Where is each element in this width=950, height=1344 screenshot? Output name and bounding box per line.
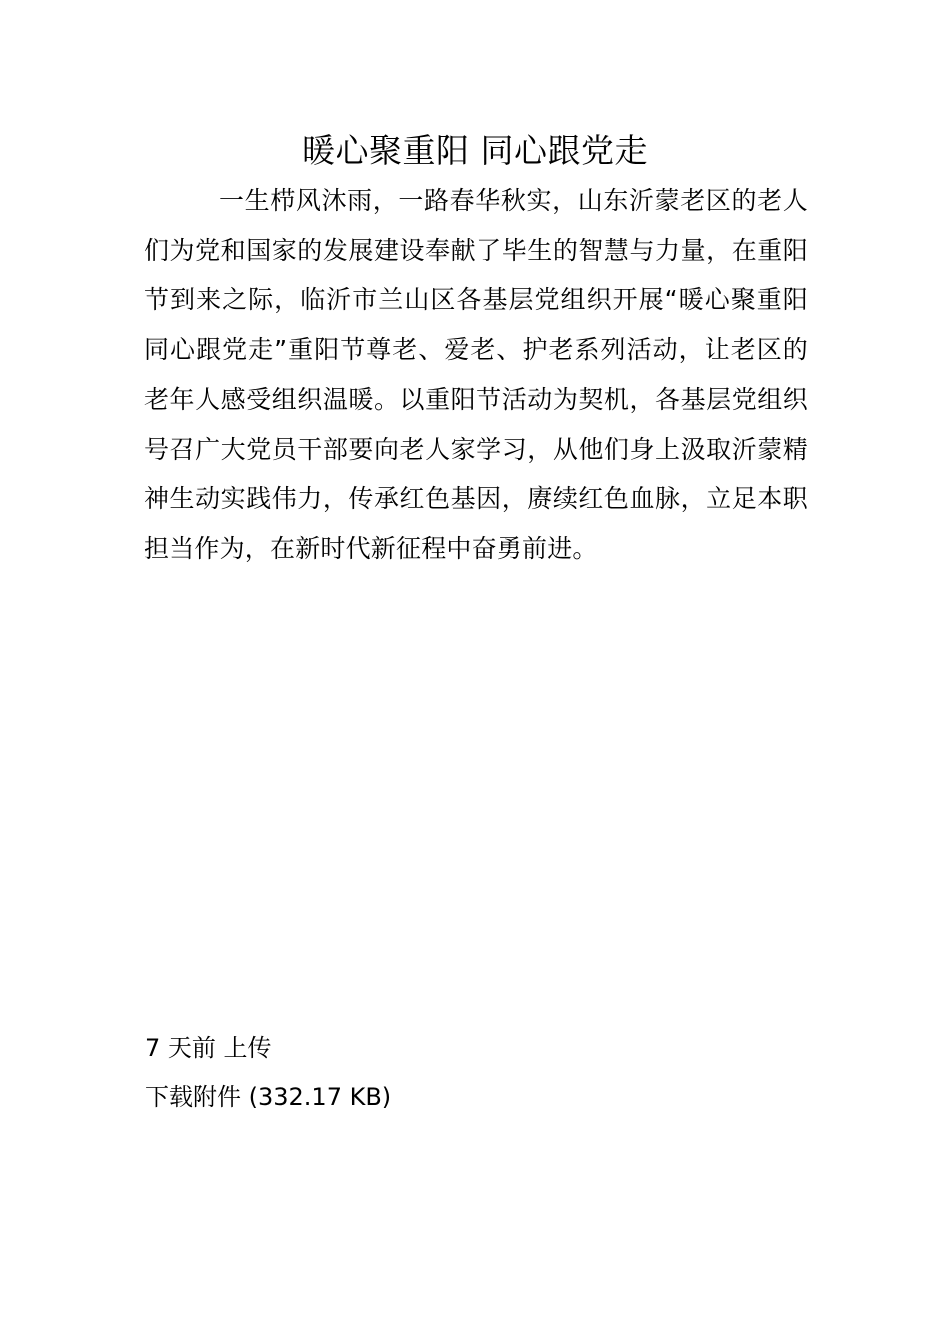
document-body-paragraph: 一生栉风沐雨，一路春华秋实，山东沂蒙老区的老人们为党和国家的发展建设奉献了毕生的智慧与力量，在重阳节到来之际，临沂市兰山区各基层党组织开展“暖心聚重阳 同心跟党走”重阳节尊老、爱老、护老系列活动，让老区的老年人感受组织温暖。以重阳节活动为契机，各基层党组织号召广大党员干部要向老人家学习，从他们身上汲取沂蒙精神生动实践伟力，传承红色基因，赓续红色血脉，立足本职担当作为，在新时代新征程中奋勇前进。	[144, 186, 808, 563]
attachment-meta	[145, 1024, 391, 1122]
document-title: 暖心聚重阳 同心跟党走	[302, 131, 648, 170]
download-attachment-link[interactable]: 下载附件 (332.17 KB)	[145, 1083, 392, 1111]
upload-time: 7 天前 上传	[145, 1034, 272, 1062]
